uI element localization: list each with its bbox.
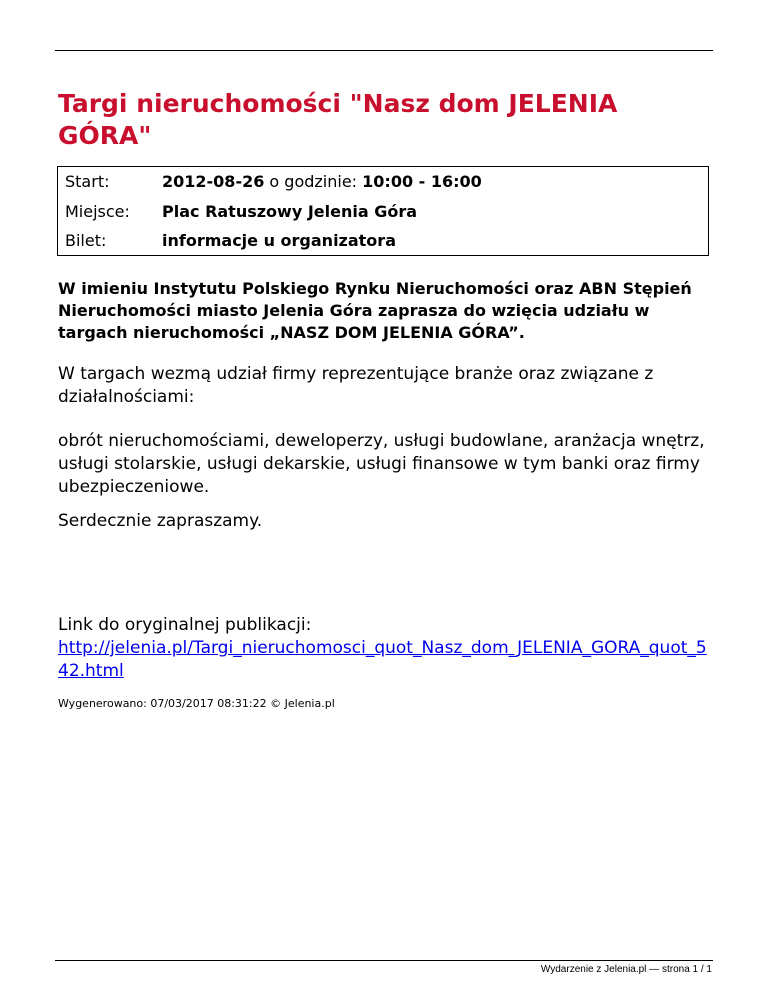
place-label: Miejsce:: [65, 202, 130, 221]
info-row-ticket: [58, 226, 708, 256]
source-link[interactable]: http://jelenia.pl/Targi_nieruchomosci_quot_Nasz_dom_JELENIA_GORA_quot_542.html: [58, 638, 707, 681]
ticket-label: Bilet:: [65, 231, 107, 250]
start-label: Start:: [65, 172, 110, 191]
bottom-divider: [55, 960, 713, 961]
body-paragraph: Serdecznie zapraszamy.: [58, 511, 263, 531]
ticket-value: informacje u organizatora: [162, 231, 396, 250]
place-value: Plac Ratuszowy Jelenia Góra: [162, 202, 418, 221]
start-time: 10:00 - 16:00: [362, 172, 482, 191]
info-row-place: [58, 197, 708, 227]
info-row-start: [58, 167, 708, 197]
page-footer: Wydarzenie z Jelenia.pl — strona 1 / 1: [540, 964, 712, 975]
start-connector: o godzinie:: [264, 172, 363, 191]
body-paragraph: obrót nieruchomościami, deweloperzy, usługi budowlane, aranżacja wnętrz, usługi stolarskie, usługi dekarskie, usługi finansowe w tym banki oraz firmy ubezpieczeniowe.: [58, 431, 705, 497]
source-link-label: Link do oryginalnej publikacji:: [58, 615, 312, 635]
top-divider: [55, 50, 713, 51]
generated-timestamp: Wygenerowano: 07/03/2017 08:31:22 © Jelenia.pl: [58, 697, 335, 710]
body-paragraph: W targach wezmą udział firmy reprezentujące branże oraz związane z działalnościami:: [58, 364, 654, 407]
page-title: Targi nieruchomości "Nasz dom JELENIA GÓRA": [58, 89, 618, 150]
lead-paragraph: W imieniu Instytutu Polskiego Rynku Nieruchomości oraz ABN Stępień Nieruchomości miasto Jelenia Góra zaprasza do wzięcia udziału w targach nieruchomości „NASZ DOM JELENIA GÓRA”.: [58, 279, 692, 342]
event-info-table: [57, 166, 709, 256]
start-date: 2012-08-26: [162, 172, 265, 191]
start-value: [162, 167, 482, 197]
